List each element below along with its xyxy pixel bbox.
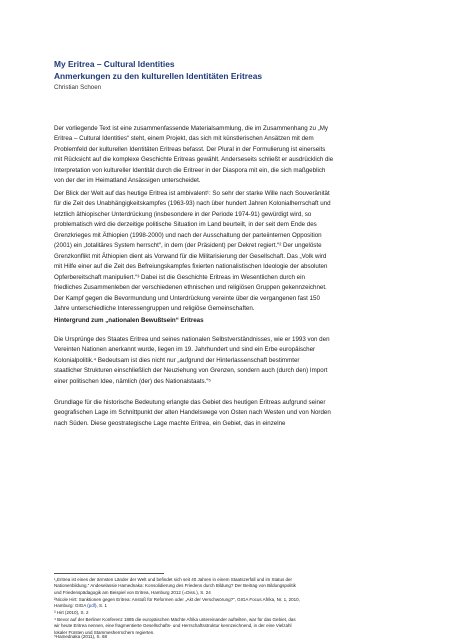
text-line: Eritrea – Cultural Identities“ steht, einem Projekt, das sich mit künstlerischen Ansätzen mit dem (54, 135, 314, 143)
text-line: für die Zeit des Unabhängigkeitskampfes (1963-93) nach über hundert Jahren Kolonialherrschaft und (54, 200, 331, 208)
document-title: My Eritrea – Cultural Identities (54, 59, 175, 69)
text-line: Jahre unterschiedliche Interessengruppen und religiöse Gemeinschaften. (54, 304, 255, 312)
footnote-line: ⁵Hamednaka (2011), S. 68 (54, 634, 108, 639)
text-line: Grundlage für die historische Bedeutung erlangte das Gebiet des heutigen Eritreas aufgrund seiner (54, 399, 326, 406)
text-line: Vereinten Nationen anerkannt wurde, liegen im 19. Jahrhundert und sind ein Erbe europäischer (54, 346, 316, 354)
pdf-link[interactable]: pdf (88, 603, 96, 609)
footnote-divider (54, 573, 164, 574)
paragraph-intro (54, 124, 400, 187)
footnote-text: Hamburg: GIGA ( (54, 603, 89, 609)
text-line: letztlich äthiopischer Unterdrückung (insbesondere in der Periode 1974-91) gewürdigt wird, so (54, 210, 312, 218)
footnote-line: ¹„Eritrea ist eines der ärmsten Länder der Welt und befindet sich seit 40 Jahren in einem Staatszerfall und im Status der (54, 577, 293, 582)
footnote-line: ³ Hirt (2010), S. 2 (54, 610, 89, 615)
text-line: Der Kampf gegen die Bevormundung und Unterdrückung vereinte über die vergangenen fast 150 (54, 294, 320, 302)
paragraph-geography (54, 398, 400, 429)
text-line: von der der im Heimatland Ansässigen unterscheidet. (54, 177, 201, 185)
text-line: geografischen Lage im Schnittpunkt der alten Handelswege von Osten nach Westen und von Norden (54, 409, 331, 417)
text-line: Grenzkrieges mit Äthiopien (1998-2000) und nach der Ausschaltung der parteiinternen Opposition (54, 231, 322, 239)
footnote-line: Nationenbildung.“ Andeselassie Hamednaka: Konsolidierung des Friedens durch Bildung? Der Beitrag von Bildungspolitik (54, 583, 296, 589)
footnote-line (54, 603, 404, 609)
footnote-line: und Friedenspädagogik am Beispiel von Eritrea, Hamburg 2012 (=Diss.), S. 24 (54, 589, 211, 595)
text-line: Kolonialpolitik.⁴ Bedeutsam ist dies nicht nur „aufgrund der Hinterlassenschaft bestimmter (54, 356, 300, 364)
text-line: Der Blick der Welt auf das heutige Eritrea ist ambivalent¹: So sehr der starke Wille nach Souveränität (54, 190, 330, 197)
text-line: mit Hilfe einer auf die Zeit des Befreiungskampfes fixierten nationalistischen Ideologie der absoluten (54, 263, 328, 271)
text-line: Grenzkonflikt mit Äthiopien dient als Vorwand für die Militarisierung der Gesellschaft. Das „Volk wird (54, 252, 327, 260)
footnote-line: wir heute Eritrea nennen, eine fragmentierte Gesellschafts- und Herrschaftsstruktur kennzeichnend, in der eine Vielzahl (54, 623, 292, 629)
footnote-3 (54, 610, 404, 616)
footnote-line: ⁴ Bevor auf der Berliner Konferenz 1885 die europäischen Mächte Afrika untereinander aufteilten, war für das Gebiet, das (54, 617, 296, 622)
footnote-5 (54, 634, 404, 640)
text-line: Problemfeld der kulturellen Identitäten Eritreas befasst. Der Plural in der Formulierung ist einerseits (54, 145, 326, 153)
section-heading: Hintergrund zum „nationalen Bewußtsein“ Eritreas (54, 317, 204, 324)
paragraph-ambivalence (54, 189, 400, 314)
text-line: problematisch wird die derzeitige politische Situation im Land beurteilt, in der seit dem Ende des (54, 221, 317, 229)
footnote-1 (54, 577, 404, 596)
text-line: einer politischen Idee, nämlich (der) des Nationalstaats.“⁵ (54, 377, 211, 385)
document-subtitle: Anmerkungen zu den kulturellen Identitäten Eritreas (54, 71, 263, 81)
text-line: staatlicher Strukturen einschließlich der Neuziehung von Grenzen, sondern auch (durch den) Import (54, 367, 328, 375)
footnote-text: ), S. 1 (95, 603, 108, 609)
text-line: nach Süden. Diese geostrategische Lage machte Eritrea, ein Gebiet, das in einzelne (54, 419, 286, 427)
text-line: Opferbereitschaft manipuliert.“³ Dabei ist die Geschichte Eritreas im Wesentlichen durch ein (54, 273, 305, 281)
footnote-2 (54, 597, 404, 610)
text-line: Interpretation von kultureller Identität durch die Eritreer in der Diaspora mit ein, die sich maßgeblich (54, 166, 326, 174)
author-name: Christian Schoen (54, 84, 102, 91)
text-line: Der vorliegende Text ist eine zusammenfassende Materialsammlung, die im Zusammenhang zu „My (54, 125, 328, 132)
text-line: mit Rücksicht auf die komplexe Geschichte Eritreas gewählt. Anderseseits schließt er ausdrücklich die (54, 156, 334, 164)
text-line: (2001) ein „totalitäres System herrscht“, in dem (der Präsident) per Dekret regiert.“² Der ungelöste (54, 242, 322, 250)
text-line: friedliches Zusammenleben der verschiedenen ethnischen und religiösen Gruppen gekennzeichnet. (54, 284, 327, 292)
paragraph-origins (54, 335, 400, 387)
footnote-line: ²Nicole Hirt: Sanktionen gegen Eritrea: Anstoß für Reformen oder „Akt der Verschwörung?“, GIGA Focus Afrika, Nr. 1, 2010, (54, 597, 300, 602)
text-line: Die Ursprünge des Staates Eritrea und seines nationalen Selbstverständnisses, wie er 1993 von den (54, 336, 330, 343)
footnote-line: lokaler Fürsten und Stammesherrschern regierten. (54, 629, 155, 635)
